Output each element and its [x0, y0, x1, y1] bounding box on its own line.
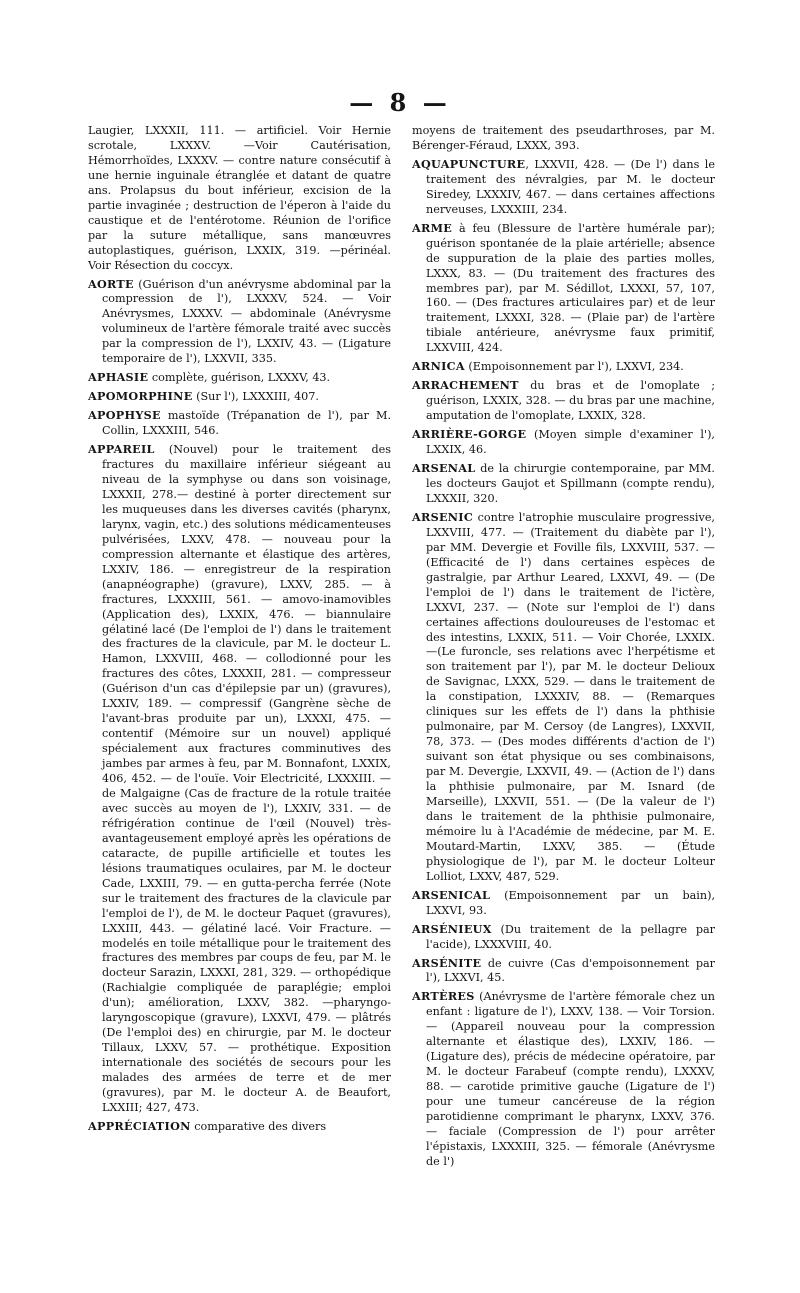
index-entry	[88, 442, 391, 1116]
entry-text: (Anévrysme de l'artère fémorale chez un enfant : ligature de l'), LXXV, 138. — Voir Torsion. — (Appareil nouveau pour la compression alternante et élastique des), LXXIV, 186. —(Ligature des), précis de médecine opératoire, par M. le docteur Farabeuf (compte rendu), LXXXV, 88. — carotide primitive gauche (Ligature de l') pour une tumeur cancéreuse de la région parotidienne comprimant le pharynx, LXXV, 376. — faciale (Compression de l') pour arrêter l'épistaxis, LXXXIII, 325. — fémorale (Anévrysme de l')	[426, 990, 715, 1168]
entry-headword: ARSÉNIEUX	[412, 921, 492, 936]
entry-text: (Empoisonnement par l'), LXXVI, 234.	[464, 360, 684, 374]
entry-text: (Moyen simple d'examiner l'), LXXIX, 46.	[426, 428, 715, 457]
entry-text: mastoïde (Trépanation de l'), par M. Collin, LXXXIII, 546.	[102, 409, 391, 438]
index-entry	[88, 408, 391, 439]
entry-headword: ARRIÈRE-GORGE	[412, 427, 527, 442]
index-entry	[412, 359, 715, 375]
entry-headword: AORTE	[88, 276, 134, 291]
index-entry	[88, 1119, 391, 1135]
index-entry	[412, 510, 715, 885]
entry-text: à feu (Blessure de l'artère humérale par); guérison spontanée de la plaie artérielle; absence de suppuration de la plaie des parties molles, LXXX, 83. — (Du traitement des fractures des membres par), par M. Sédillot, LXXXI, 57, 107, 160. — (Des fractures articulaires par) et de leur traitement, LXXXI, 328. — (Plaie par) de l'artère tibiale antérieure, anévrysme faux primitif, LXXVIII, 424.	[426, 221, 715, 355]
index-entry	[412, 221, 715, 357]
page-number: — 8 —	[349, 88, 451, 117]
entry-text: comparative des divers	[190, 1119, 327, 1133]
index-entry	[88, 370, 391, 386]
entry-text: de la chirurgie contemporaine, par MM. les docteurs Gaujot et Spillmann (compte rendu), LXXXII, 320.	[426, 462, 715, 505]
entry-text: (Sur l'), LXXXIII, 407.	[192, 390, 319, 404]
index-entry	[88, 277, 391, 368]
entry-text: (Nouvel) pour le traitement des fractures du maxillaire inférieur siégeant au niveau de la symphyse ou dans son voisinage, LXXXII, 278.— destiné à porter directement sur les muqueuses dans les diverses cavités (pharynx, larynx, vagin, etc.) des solutions médicamenteuses pulvérisées, LXXV, 478. — nouveau pour la compression alternante et élastique des artères, LXXIV, 186. — enregistreur de la respiration (anapnéographe) (gravure), LXXV, 285. — à fractures, LXXXIII, 561. — amovo-inamovibles (Application des), LXXIX, 476. — biannulaire gélatiné lacé (De l'emploi de l') dans le traitement des fractures de la clavicule, par M. le docteur L. Hamon, LXXVIII, 468. — collodionné pour les fractures des côtes, LXXXII, 281. — compresseur (Guérison d'un cas d'épilepsie par un) (gravures), LXXIV, 189. — compressif (Gangrène sèche de l'avant-bras produite par un), LXXXI, 475. — contentif (Mémoire sur un nouvel) appliqué spécialement aux fractures comminutives des jambes par armes à feu, par M. Bonnafont, LXXIX, 406, 452. — de l'ouïe. Voir Electricité, LXXXIII. — de Malgaigne (Cas de fracture de la rotule traitée avec succès au moyen de l'), LXXIV, 331. — de réfrigération continue de l'œil (Nouvel) très-avantageusement employé après les opérations de cataracte, de pupille artificielle et toutes les lésions traumatiques oculaires, par M. le docteur Cade, LXXIII, 79. — en gutta-percha ferrée (Note sur le traitement des fractures de la clavicule par l'emploi de l'), de M. le docteur Paquet (gravures), LXXIII, 443. — gélatiné lacé. Voir Fracture. — modelés en toile métallique pour le traitement des fractures des membres par coups de feu, par M. le docteur Sarazin, LXXXI, 281, 329. — orthopédique (Rachialgie compliquée de paraplégie; emploi d'un); amélioration, LXXV, 382. —pharyngo-laryngoscopique (gravure), LXXVI, 479. — plâtrés (De l'emploi des) en chirurgie, par M. le docteur Tillaux, LXXV, 57. — prothétique. Exposition internationale des sociétés de secours pour les malades des armées de terre et de mer (gravures), par M. le docteur A. de Beaufort, LXXIII; 427, 473.	[102, 443, 391, 1114]
left-column	[88, 124, 391, 1138]
index-entry	[412, 461, 715, 507]
entry-text: complète, guérison, LXXXV, 43.	[148, 371, 331, 385]
index-entry	[412, 956, 715, 987]
index-entry	[412, 989, 715, 1169]
entry-headword: AQUAPUNCTURE	[412, 156, 526, 171]
entry-text: de cuivre (Cas d'empoisonnement par l'), LXXVI, 45.	[426, 956, 715, 985]
index-entry	[412, 888, 715, 919]
entry-headword: ARME	[412, 220, 453, 235]
entry-headword: ARSENICAL	[412, 887, 491, 902]
entry-headword: APPAREIL	[88, 442, 155, 457]
index-entry	[412, 427, 715, 458]
entry-headword: ARNICA	[412, 359, 465, 374]
entry-text: (Du traitement de la pellagre par l'acide), LXXXVIII, 40.	[426, 922, 715, 951]
entry-headword: APHASIE	[88, 370, 149, 385]
right-column	[412, 124, 715, 1173]
entry-headword: ARTÈRES	[412, 989, 475, 1004]
entry-headword: ARSENIC	[412, 509, 474, 524]
entry-text: moyens de traitement des pseudarthroses, par M. Bérenger-Féraud, LXXX, 393.	[412, 124, 715, 152]
entry-text: , LXXVII, 428. — (De l') dans le traitement des névralgies, par M. le docteur Siredey, LXXXIV, 467. — dans certaines affections nerveuses, LXXXIII, 234.	[426, 157, 715, 216]
entry-headword: APPRÉCIATION	[88, 1118, 191, 1133]
index-entry	[412, 124, 715, 154]
entry-headword: APOPHYSE	[88, 408, 161, 423]
entry-headword: ARSENAL	[412, 461, 476, 476]
index-entry	[412, 378, 715, 424]
index-entry	[88, 124, 391, 274]
entry-text: du bras et de l'omoplate ; guérison, LXXIX, 328. — du bras par une machine, amputation de l'omoplate, LXXIX, 328.	[426, 379, 715, 423]
entry-text: Laugier, LXXXII, 111. — artificiel. Voir Hernie scrotale, LXXXV. —Voir Cautérisation, Hémorrhoïdes, LXXXV. — contre nature consécutif à une hernie inguinale étranglée et datant de quatre ans. Prolapsus du bout inférieur, excision de la partie invaginée ; destruction de l'éperon à l'aide du caustique et de l'entérotome. Réunion de l'orifice par la suture métallique, sans manœuvres autoplastiques, guérison, LXXIX, 319. —périnéal. Voir Résection du coccyx.	[88, 124, 391, 272]
index-entry	[88, 389, 391, 405]
entry-headword: ARRACHEMENT	[412, 378, 519, 393]
index-entry	[412, 922, 715, 953]
entry-text: contre l'atrophie musculaire progressive, LXXVIII, 477. — (Traitement du diabète par l'), par MM. Devergie et Foville fils, LXXVIII, 537. — (Efficacité de l') dans certaines espèces de gastralgie, par Arthur Leared, LXXVI, 49. — (De l'emploi de l') dans le traitement de l'ictère, LXXVI, 237. — (Note sur l'emploi de l') dans certaines affections douloureuses de l'estomac et des intestins, LXXIX, 511. — Voir Chorée, LXXIX. —(Le furoncle, ses relations avec l'herpétisme et son traitement par l'), par M. le docteur Delioux de Savignac, LXXX, 529. — dans le traitement de la constipation, LXXXIV, 88. — (Remarques cliniques sur les effets de l') dans la phthisie pulmonaire, par M. Cersoy (de Langres), LXXVII, 78, 373. — (Des modes différents d'action de l') suivant son état physique ou ses combinaisons, par M. Devergie, LXXVII, 49. — (Action de l') dans la phthisie pulmonaire, par M. Isnard (de Marseille), LXXVII, 551. — (De la valeur de l') dans le traitement de la phthisie pulmonaire, mémoire lu à l'Académie de médecine, par M. E. Moutard-Martin, LXXV, 385. — (Étude physiologique de l'), par M. le docteur Lolteur Lolliot, LXXV, 487, 529.	[426, 510, 715, 883]
entry-text: (Guérison d'un anévrysme abdominal par la compression de l'), LXXXV, 524. — Voir Anévrysmes, LXXXV. — abdominale (Anévrysme volumineux de l'artère fémorale traité avec succès par la compression de l'), LXXIV, 43. — (Ligature temporaire de l'), LXXVII, 335.	[102, 277, 391, 366]
index-entry	[412, 157, 715, 218]
entry-headword: ARSÉNITE	[412, 955, 482, 970]
entry-headword: APOMORPHINE	[88, 389, 193, 404]
entry-text: (Empoisonnement par un bain), LXXVI, 93.	[426, 888, 715, 917]
